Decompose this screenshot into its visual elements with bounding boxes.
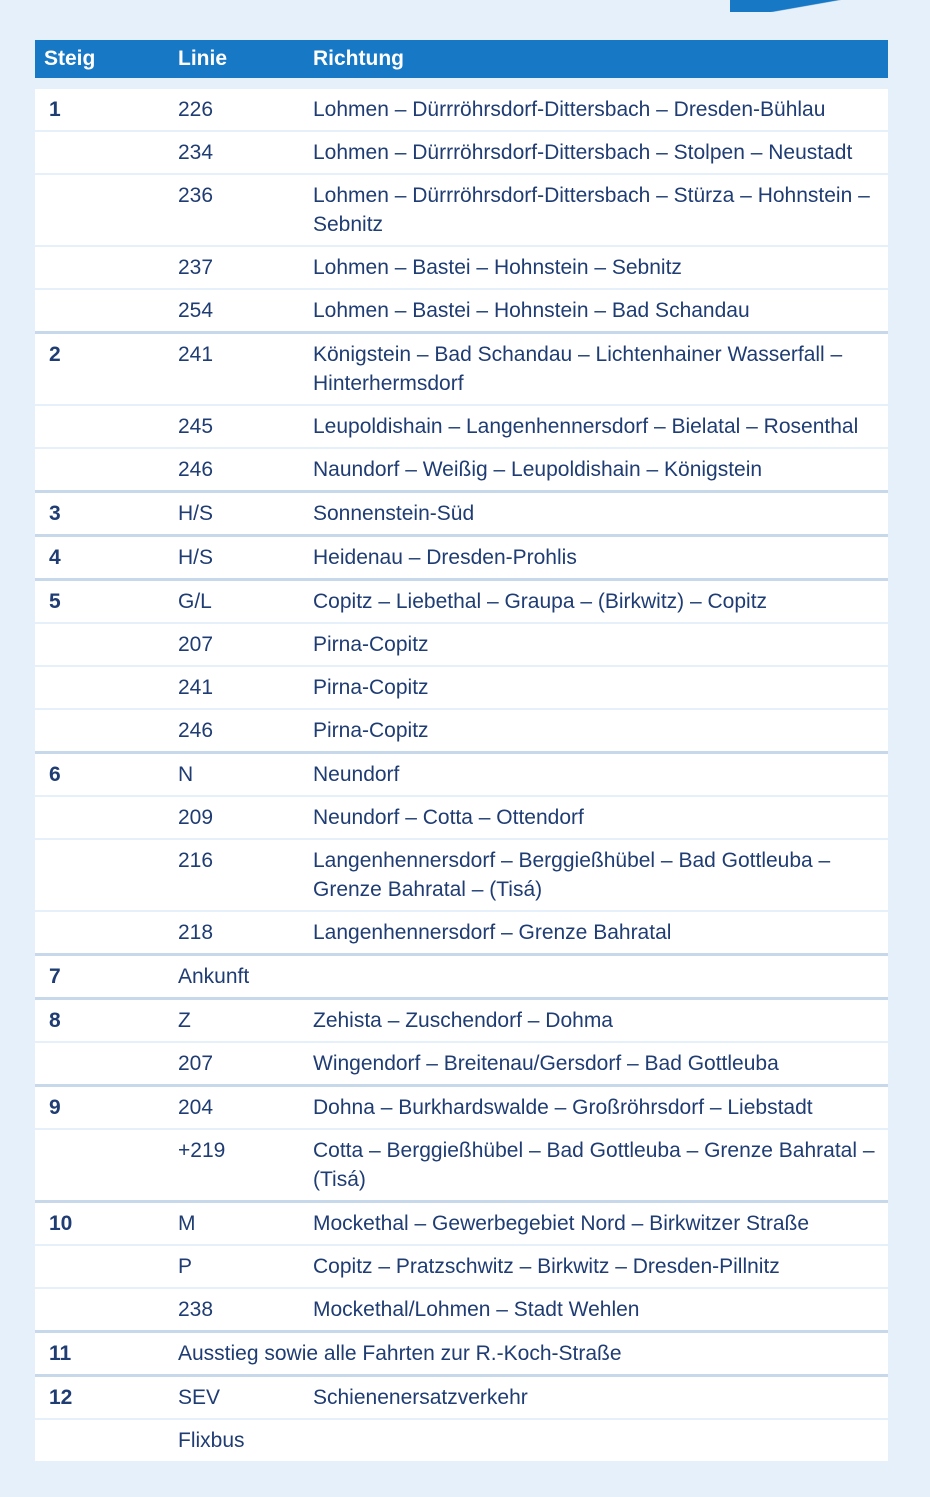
steig-cell — [35, 840, 178, 910]
linie-cell: Flixbus — [178, 1429, 245, 1452]
table-row — [35, 578, 888, 622]
linie-cell: Z — [178, 1009, 191, 1032]
linie-cell: 236 — [178, 184, 214, 207]
steig-cell: 3 — [49, 502, 61, 525]
table-row — [35, 1200, 888, 1244]
steig-cell — [35, 1043, 178, 1084]
steig-cell: 6 — [49, 763, 61, 786]
table-row — [35, 997, 888, 1041]
table-row — [35, 447, 888, 490]
richtung-cell: Königstein – Bad Schandau – Lichtenhainer Wasserfall – Hinterhermsdorf — [313, 343, 843, 395]
linie-cell: Ausstieg sowie alle Fahrten zur R.-Koch-Straße — [178, 1342, 622, 1365]
steig-cell: 9 — [49, 1096, 61, 1119]
linie-cell: 246 — [178, 719, 214, 742]
richtung-cell: Copitz – Pratzschwitz – Birkwitz – Dresden-Pillnitz — [313, 1255, 780, 1278]
linie-cell: 237 — [178, 256, 214, 279]
table-row — [35, 490, 888, 534]
steig-cell — [35, 667, 178, 708]
linie-cell: 245 — [178, 415, 214, 438]
richtung-cell: Neundorf – Cotta – Ottendorf — [313, 806, 584, 829]
richtung-cell: Cotta – Berggießhübel – Bad Gottleuba – Grenze Bahratal – (Tisá) — [313, 1139, 875, 1191]
table-row — [35, 1084, 888, 1128]
steig-cell: 4 — [49, 546, 61, 569]
table-row — [35, 245, 888, 288]
linie-cell: 234 — [178, 141, 214, 164]
richtung-cell: Sonnenstein-Süd — [313, 502, 475, 525]
linie-cell: 209 — [178, 806, 214, 829]
departure-table — [35, 40, 888, 1461]
steig-cell — [35, 912, 178, 953]
richtung-cell — [313, 956, 888, 997]
table-row — [35, 751, 888, 795]
linie-cell: 218 — [178, 921, 214, 944]
linie-cell: N — [178, 763, 194, 786]
table-row — [35, 1418, 888, 1461]
richtung-cell: Copitz – Liebethal – Graupa – (Birkwitz) – Copitz — [313, 590, 768, 613]
steig-cell — [35, 624, 178, 665]
table-row — [35, 1128, 888, 1200]
steig-cell: 1 — [49, 98, 61, 121]
richtung-cell: Schienenersatzverkehr — [313, 1386, 528, 1409]
linie-cell: H/S — [178, 546, 214, 569]
table-row — [35, 173, 888, 245]
steig-cell: 12 — [49, 1386, 73, 1409]
steig-cell — [35, 1130, 178, 1200]
linie-cell: G/L — [178, 590, 212, 613]
table-row — [35, 838, 888, 910]
linie-cell: +219 — [178, 1139, 226, 1162]
richtung-cell: Pirna-Copitz — [313, 676, 429, 699]
richtung-cell: Langenhennersdorf – Grenze Bahratal — [313, 921, 672, 944]
linie-cell: 246 — [178, 458, 214, 481]
richtung-cell: Lohmen – Dürrröhrsdorf-Dittersbach – Dresden-Bühlau — [313, 98, 826, 121]
steig-cell: 8 — [49, 1009, 61, 1032]
table-row — [35, 1041, 888, 1084]
richtung-cell: Lohmen – Dürrröhrsdorf-Dittersbach – Stolpen – Neustadt — [313, 141, 853, 164]
steig-cell — [35, 247, 178, 288]
richtung-cell: Mockethal – Gewerbegebiet Nord – Birkwitzer Straße — [313, 1212, 810, 1235]
table-row — [35, 288, 888, 331]
steig-cell — [35, 1289, 178, 1330]
linie-cell: 254 — [178, 299, 214, 322]
richtung-cell: Neundorf — [313, 763, 400, 786]
richtung-cell: Dohna – Burkhardswalde – Großröhrsdorf – Liebstadt — [313, 1096, 813, 1119]
steig-cell — [35, 797, 178, 838]
table-row — [35, 1374, 888, 1418]
header-steig: Steig — [44, 47, 96, 70]
richtung-cell: Leupoldishain – Langenhennersdorf – Bielatal – Rosenthal — [313, 415, 859, 438]
table-row — [35, 331, 888, 404]
steig-cell — [35, 132, 178, 173]
table-header — [35, 40, 888, 78]
steig-cell — [35, 1420, 178, 1461]
table-row — [35, 89, 888, 130]
richtung-cell: Wingendorf – Breitenau/Gersdorf – Bad Gottleuba — [313, 1052, 779, 1075]
steig-cell — [35, 406, 178, 447]
steig-cell: 10 — [49, 1212, 73, 1235]
richtung-cell — [313, 1420, 888, 1461]
steig-cell — [35, 1246, 178, 1287]
richtung-cell: Lohmen – Bastei – Hohnstein – Sebnitz — [313, 256, 682, 279]
table-row — [35, 534, 888, 578]
richtung-cell: Lohmen – Dürrröhrsdorf-Dittersbach – Stürza – Hohnstein – Sebnitz — [313, 184, 870, 236]
richtung-cell: Naundorf – Weißig – Leupoldishain – Königstein — [313, 458, 763, 481]
header-richtung: Richtung — [313, 47, 404, 70]
steig-cell: 5 — [49, 590, 61, 613]
table-row — [35, 708, 888, 751]
richtung-cell: Lohmen – Bastei – Hohnstein – Bad Schandau — [313, 299, 750, 322]
linie-cell: 207 — [178, 1052, 214, 1075]
table-row — [35, 622, 888, 665]
steig-cell: 11 — [49, 1342, 72, 1365]
table-row — [35, 953, 888, 997]
steig-cell: 2 — [49, 343, 61, 366]
steig-cell: 7 — [49, 965, 61, 988]
header-linie: Linie — [178, 47, 228, 70]
table-row — [35, 404, 888, 447]
linie-cell: H/S — [178, 502, 214, 525]
table-row — [35, 130, 888, 173]
richtung-cell: Mockethal/Lohmen – Stadt Wehlen — [313, 1298, 640, 1321]
linie-cell: 204 — [178, 1096, 214, 1119]
table-row — [35, 795, 888, 838]
linie-cell: 216 — [178, 849, 214, 872]
steig-cell — [35, 449, 178, 490]
richtung-cell: Pirna-Copitz — [313, 719, 429, 742]
richtung-cell: Zehista – Zuschendorf – Dohma — [313, 1009, 613, 1032]
richtung-cell: Heidenau – Dresden-Prohlis — [313, 546, 577, 569]
table-row — [35, 1287, 888, 1330]
linie-cell: Ankunft — [178, 965, 250, 988]
linie-cell: 241 — [178, 343, 214, 366]
table-row — [35, 910, 888, 953]
richtung-cell: Pirna-Copitz — [313, 633, 429, 656]
linie-cell: P — [178, 1255, 193, 1278]
steig-cell — [35, 175, 178, 245]
linie-cell: 238 — [178, 1298, 214, 1321]
linie-cell: SEV — [178, 1386, 221, 1409]
steig-cell — [35, 710, 178, 751]
table-row — [35, 665, 888, 708]
table-row — [35, 1330, 888, 1374]
linie-cell: 241 — [178, 676, 214, 699]
steig-cell — [35, 290, 178, 331]
linie-cell: 207 — [178, 633, 214, 656]
table-row — [35, 1244, 888, 1287]
corner-accent — [730, 0, 930, 12]
linie-cell: 226 — [178, 98, 214, 121]
table-body — [35, 89, 888, 1461]
richtung-cell: Langenhennersdorf – Berggießhübel – Bad Gottleuba – Grenze Bahratal – (Tisá) — [313, 849, 831, 901]
linie-cell: M — [178, 1212, 196, 1235]
